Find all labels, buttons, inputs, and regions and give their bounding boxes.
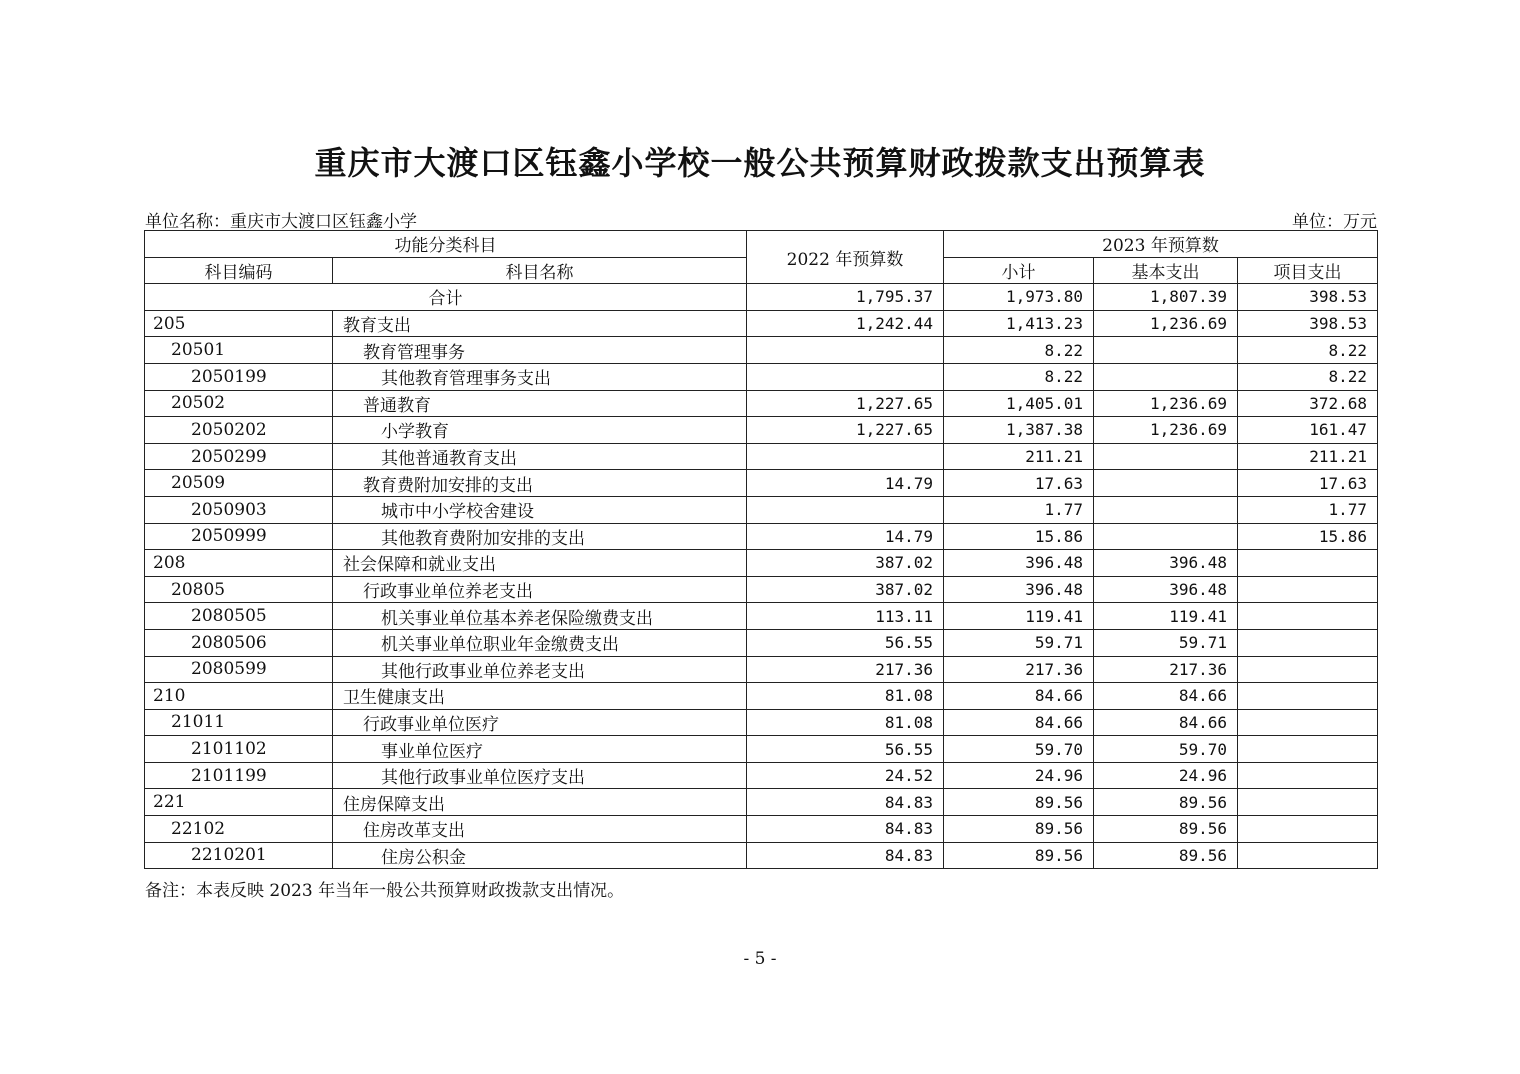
- row-b2022: 56.55: [747, 629, 944, 656]
- table-row: [145, 550, 1378, 577]
- row-code: 2080506: [145, 629, 333, 656]
- row-b2022: 84.83: [747, 842, 944, 869]
- row-b2022: 1,227.65: [747, 417, 944, 444]
- unit-label: 单位：万元: [1292, 212, 1377, 232]
- row-basic: 89.56: [1094, 816, 1238, 843]
- row-project: 161.47: [1238, 417, 1378, 444]
- row-code: 2101102: [145, 736, 333, 763]
- row-basic: 84.66: [1094, 683, 1238, 710]
- row-subtotal: 59.71: [944, 629, 1094, 656]
- row-b2022: 387.02: [747, 550, 944, 577]
- table-row: [145, 709, 1378, 736]
- row-project: [1238, 683, 1378, 710]
- row-project: [1238, 816, 1378, 843]
- row-name: 住房保障支出: [333, 789, 747, 816]
- row-b2022: 84.83: [747, 789, 944, 816]
- row-project: [1238, 550, 1378, 577]
- row-project: [1238, 762, 1378, 789]
- row-b2022: [747, 496, 944, 523]
- footnote: 备注：本表反映 2023 年当年一般公共预算财政拨款支出情况。: [145, 881, 625, 901]
- row-code: 2050202: [145, 417, 333, 444]
- row-code: 2080599: [145, 656, 333, 683]
- row-subtotal: 24.96: [944, 762, 1094, 789]
- row-name: 机关事业单位基本养老保险缴费支出: [333, 603, 747, 630]
- row-name: 卫生健康支出: [333, 683, 747, 710]
- header-func-class: 功能分类科目: [145, 231, 747, 258]
- row-basic: [1094, 337, 1238, 364]
- row-code: 208: [145, 550, 333, 577]
- table-row: [145, 842, 1378, 869]
- row-b2022: [747, 363, 944, 390]
- row-name: 其他行政事业单位养老支出: [333, 656, 747, 683]
- row-subtotal: 89.56: [944, 789, 1094, 816]
- row-subtotal: 59.70: [944, 736, 1094, 763]
- row-basic: 59.70: [1094, 736, 1238, 763]
- table-row: [145, 443, 1378, 470]
- row-subtotal: 8.22: [944, 337, 1094, 364]
- row-basic: 217.36: [1094, 656, 1238, 683]
- row-code: 22102: [145, 816, 333, 843]
- row-name: 行政事业单位养老支出: [333, 576, 747, 603]
- unit-name-label: 单位名称：重庆市大渡口区钰鑫小学: [145, 212, 417, 232]
- row-project: 1.77: [1238, 496, 1378, 523]
- row-subtotal: 1.77: [944, 496, 1094, 523]
- table-row: [145, 337, 1378, 364]
- row-subtotal: 89.56: [944, 816, 1094, 843]
- row-b2022: 217.36: [747, 656, 944, 683]
- total-row: [145, 284, 1378, 311]
- row-name: 社会保障和就业支出: [333, 550, 747, 577]
- row-b2022: 81.08: [747, 683, 944, 710]
- row-code: 20509: [145, 470, 333, 497]
- row-name: 住房公积金: [333, 842, 747, 869]
- row-subtotal: 1,405.01: [944, 390, 1094, 417]
- row-name: 其他教育管理事务支出: [333, 363, 747, 390]
- row-b2022: 56.55: [747, 736, 944, 763]
- table-row: [145, 576, 1378, 603]
- row-code: 20502: [145, 390, 333, 417]
- row-b2022: 1,227.65: [747, 390, 944, 417]
- row-subtotal: 15.86: [944, 523, 1094, 550]
- table-row: [145, 390, 1378, 417]
- row-code: 2050299: [145, 443, 333, 470]
- row-project: 15.86: [1238, 523, 1378, 550]
- row-b2022: 24.52: [747, 762, 944, 789]
- header-budget-2023: 2023 年预算数: [944, 231, 1378, 258]
- row-subtotal: 217.36: [944, 656, 1094, 683]
- row-subtotal: 396.48: [944, 550, 1094, 577]
- row-project: 372.68: [1238, 390, 1378, 417]
- row-subtotal: 396.48: [944, 576, 1094, 603]
- header-subtotal: 小计: [944, 257, 1094, 284]
- row-subtotal: 84.66: [944, 683, 1094, 710]
- row-name: 普通教育: [333, 390, 747, 417]
- row-project: 211.21: [1238, 443, 1378, 470]
- row-name: 机关事业单位职业年金缴费支出: [333, 629, 747, 656]
- row-code: 210: [145, 683, 333, 710]
- row-basic: 396.48: [1094, 576, 1238, 603]
- table-row: [145, 496, 1378, 523]
- row-b2022: [747, 337, 944, 364]
- budget-table: [144, 230, 1378, 869]
- row-basic: [1094, 363, 1238, 390]
- row-b2022: 81.08: [747, 709, 944, 736]
- total-project: 398.53: [1238, 284, 1378, 311]
- total-basic: 1,807.39: [1094, 284, 1238, 311]
- total-b2022: 1,795.37: [747, 284, 944, 311]
- row-basic: 1,236.69: [1094, 310, 1238, 337]
- row-code: 20501: [145, 337, 333, 364]
- row-code: 205: [145, 310, 333, 337]
- table-row: [145, 629, 1378, 656]
- row-project: [1238, 789, 1378, 816]
- row-subtotal: 1,387.38: [944, 417, 1094, 444]
- row-basic: [1094, 470, 1238, 497]
- row-basic: 119.41: [1094, 603, 1238, 630]
- row-b2022: 1,242.44: [747, 310, 944, 337]
- total-label: 合计: [145, 284, 747, 311]
- row-code: 2050199: [145, 363, 333, 390]
- row-project: [1238, 629, 1378, 656]
- table-row: [145, 683, 1378, 710]
- row-subtotal: 17.63: [944, 470, 1094, 497]
- row-name: 小学教育: [333, 417, 747, 444]
- row-basic: [1094, 443, 1238, 470]
- row-basic: 24.96: [1094, 762, 1238, 789]
- row-subtotal: 84.66: [944, 709, 1094, 736]
- total-subtotal: 1,973.80: [944, 284, 1094, 311]
- row-subtotal: 211.21: [944, 443, 1094, 470]
- table-row: [145, 656, 1378, 683]
- table-row: [145, 310, 1378, 337]
- header-budget-2022: 2022 年预算数: [747, 231, 944, 284]
- page-number: - 5 -: [743, 949, 777, 969]
- table-row: [145, 523, 1378, 550]
- row-name: 教育费附加安排的支出: [333, 470, 747, 497]
- row-code: 20805: [145, 576, 333, 603]
- row-name: 其他行政事业单位医疗支出: [333, 762, 747, 789]
- row-project: [1238, 576, 1378, 603]
- row-basic: 396.48: [1094, 550, 1238, 577]
- header-project: 项目支出: [1238, 257, 1378, 284]
- row-basic: 1,236.69: [1094, 417, 1238, 444]
- row-code: 2050903: [145, 496, 333, 523]
- row-project: 398.53: [1238, 310, 1378, 337]
- row-subtotal: 8.22: [944, 363, 1094, 390]
- row-name: 其他教育费附加安排的支出: [333, 523, 747, 550]
- row-basic: [1094, 523, 1238, 550]
- page-title: 重庆市大渡口区钰鑫小学校一般公共预算财政拨款支出预算表: [314, 144, 1206, 182]
- row-project: [1238, 709, 1378, 736]
- row-subtotal: 89.56: [944, 842, 1094, 869]
- table-row: [145, 470, 1378, 497]
- table-row: [145, 363, 1378, 390]
- row-code: 21011: [145, 709, 333, 736]
- row-project: [1238, 656, 1378, 683]
- table-row: [145, 736, 1378, 763]
- header-code: 科目编码: [145, 257, 333, 284]
- row-name: 其他普通教育支出: [333, 443, 747, 470]
- row-code: 2210201: [145, 842, 333, 869]
- row-basic: 1,236.69: [1094, 390, 1238, 417]
- row-basic: 89.56: [1094, 789, 1238, 816]
- row-subtotal: 119.41: [944, 603, 1094, 630]
- row-b2022: 113.11: [747, 603, 944, 630]
- row-b2022: [747, 443, 944, 470]
- row-code: 2050999: [145, 523, 333, 550]
- row-name: 教育管理事务: [333, 337, 747, 364]
- table-row: [145, 762, 1378, 789]
- row-name: 城市中小学校舍建设: [333, 496, 747, 523]
- row-b2022: 14.79: [747, 470, 944, 497]
- row-code: 221: [145, 789, 333, 816]
- row-b2022: 387.02: [747, 576, 944, 603]
- table-row: [145, 816, 1378, 843]
- row-project: 8.22: [1238, 363, 1378, 390]
- row-b2022: 14.79: [747, 523, 944, 550]
- row-b2022: 84.83: [747, 816, 944, 843]
- table-row: [145, 417, 1378, 444]
- row-code: 2101199: [145, 762, 333, 789]
- row-name: 行政事业单位医疗: [333, 709, 747, 736]
- header-name: 科目名称: [333, 257, 747, 284]
- header-basic: 基本支出: [1094, 257, 1238, 284]
- row-project: [1238, 736, 1378, 763]
- row-name: 住房改革支出: [333, 816, 747, 843]
- row-project: 8.22: [1238, 337, 1378, 364]
- row-basic: [1094, 496, 1238, 523]
- table-row: [145, 789, 1378, 816]
- row-basic: 84.66: [1094, 709, 1238, 736]
- row-subtotal: 1,413.23: [944, 310, 1094, 337]
- header-row-1: [145, 231, 1378, 258]
- table-row: [145, 603, 1378, 630]
- row-project: 17.63: [1238, 470, 1378, 497]
- row-project: [1238, 842, 1378, 869]
- row-basic: 89.56: [1094, 842, 1238, 869]
- row-project: [1238, 603, 1378, 630]
- row-code: 2080505: [145, 603, 333, 630]
- row-basic: 59.71: [1094, 629, 1238, 656]
- row-name: 事业单位医疗: [333, 736, 747, 763]
- row-name: 教育支出: [333, 310, 747, 337]
